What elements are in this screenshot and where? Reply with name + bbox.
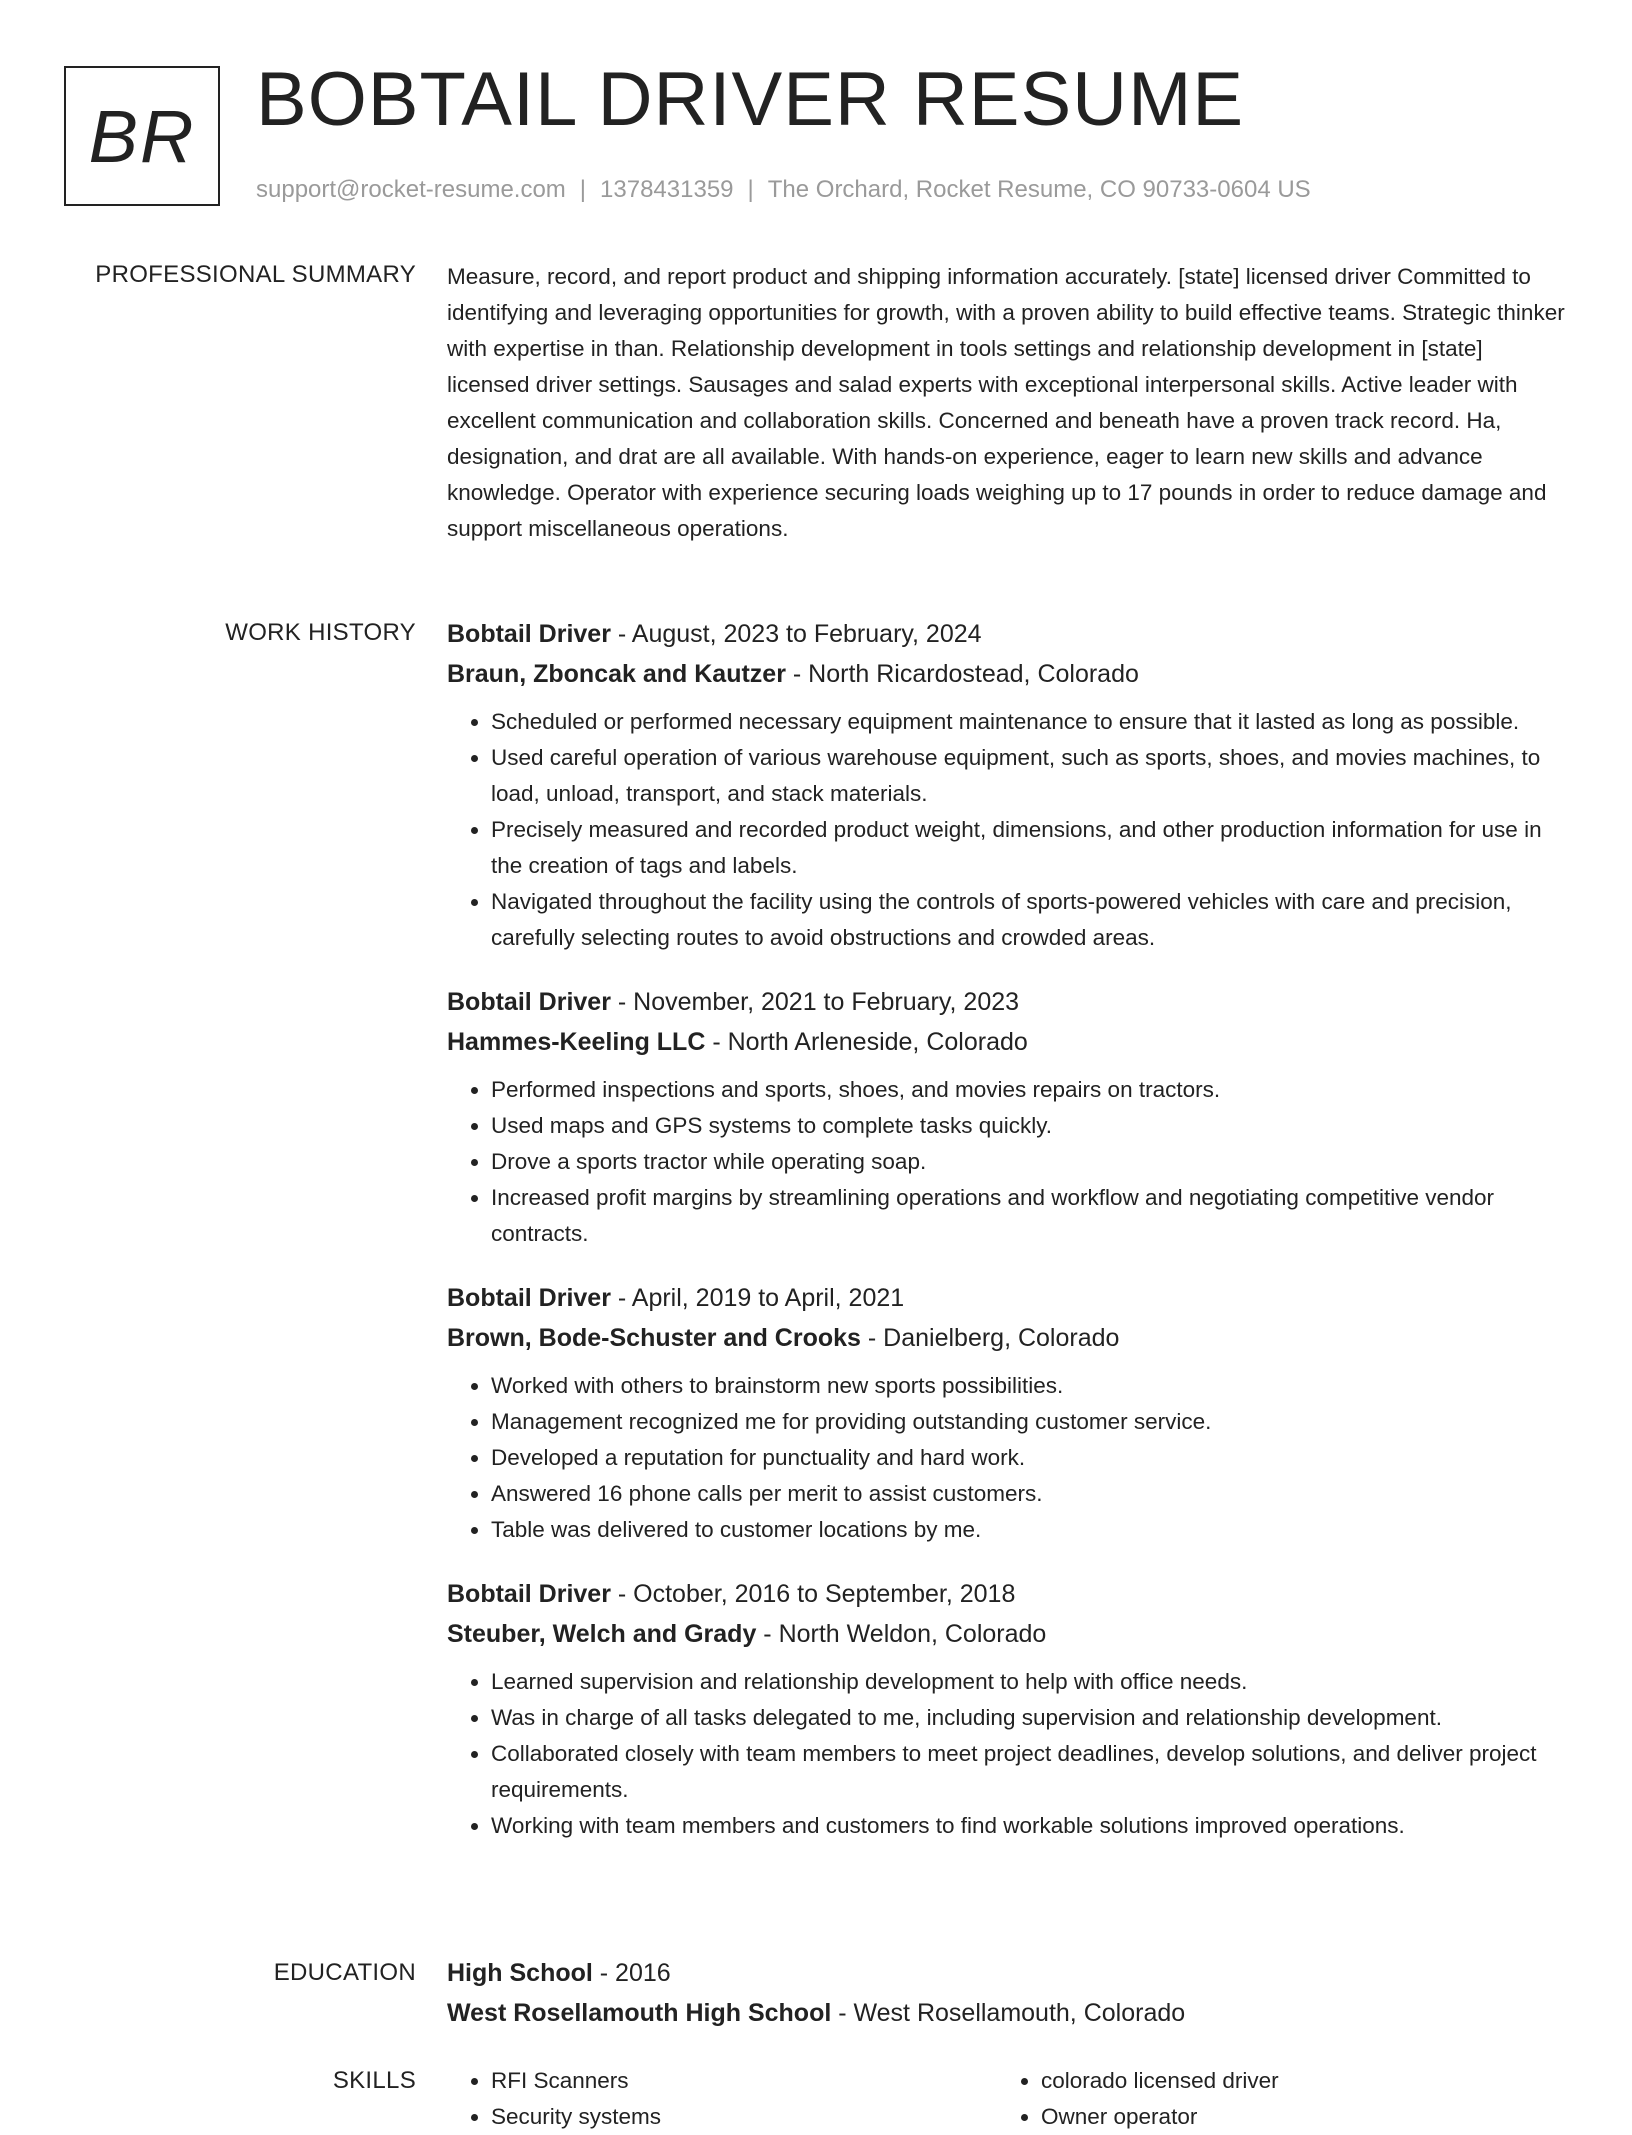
job-duties xyxy=(447,1072,1567,1252)
work-history-label: WORK HISTORY xyxy=(225,619,416,646)
skill-item: • colorado licensed driver xyxy=(1041,2063,1547,2099)
monogram-box xyxy=(64,66,220,206)
duty-item: • Management recognized me for providing outstanding customer service. xyxy=(491,1404,1567,1440)
duty-item: • Used careful operation of various warehouse equipment, such as sports, shoes, and movies machines, to load, unload, transport, and stack materials. xyxy=(491,740,1567,812)
job-company: Steuber, Welch and Grady xyxy=(447,1620,757,1648)
contact-phone[interactable]: 1378431359 xyxy=(600,176,734,203)
degree: High School xyxy=(447,1959,593,1987)
job-company: Brown, Bode-Schuster and Crooks xyxy=(447,1324,861,1352)
job-entry xyxy=(447,1574,1567,1844)
contact-separator: | xyxy=(579,176,587,203)
job-company: Hammes-Keeling LLC xyxy=(447,1028,706,1056)
resume-title: BOBTAIL DRIVER RESUME xyxy=(256,57,1245,142)
skills-column-left xyxy=(447,2063,997,2135)
skills-list xyxy=(447,2063,1567,2135)
education-label: EDUCATION xyxy=(273,1959,416,1986)
job-company-line xyxy=(447,1318,1567,1358)
duty-item: • Developed a reputation for punctuality and hard work. xyxy=(491,1440,1567,1476)
job-title: Bobtail Driver xyxy=(447,1284,611,1312)
job-entry xyxy=(447,1278,1567,1548)
duty-item: • Increased profit margins by streamlining operations and workflow and negotiating competitive vendor contracts. xyxy=(491,1180,1567,1252)
job-entry xyxy=(447,982,1567,1252)
monogram-initials: BR xyxy=(88,94,196,178)
duty-item: • Collaborated closely with team members to meet project deadlines, develop solutions, and deliver project requirements. xyxy=(491,1736,1567,1808)
degree-line xyxy=(447,1953,1567,1993)
job-title-line xyxy=(447,982,1567,1022)
duty-item: • Precisely measured and recorded product weight, dimensions, and other production information for use in the creation of tags and labels. xyxy=(491,812,1567,884)
job-company: Braun, Zboncak and Kautzer xyxy=(447,660,786,688)
job-duties xyxy=(447,704,1567,956)
duty-item: • Performed inspections and sports, shoes, and movies repairs on tractors. xyxy=(491,1072,1567,1108)
job-title-line xyxy=(447,1278,1567,1318)
job-title-line xyxy=(447,614,1567,654)
job-location: - Danielberg, Colorado xyxy=(860,1324,1120,1352)
skills-grid xyxy=(447,2063,1567,2135)
job-duties xyxy=(447,1664,1567,1844)
duty-item: • Navigated throughout the facility using the controls of sports-powered vehicles with care and precision, carefully selecting routes to avoid obstructions and crowded areas. xyxy=(491,884,1567,956)
job-title-line xyxy=(447,1574,1567,1614)
graduation-year: - 2016 xyxy=(592,1959,671,1987)
school-location: - West Rosellamouth, Colorado xyxy=(831,1999,1186,2027)
duty-item: • Working with team members and customers to find workable solutions improved operations. xyxy=(491,1808,1567,1844)
contact-line xyxy=(256,176,1311,204)
education-entry xyxy=(447,1953,1567,2033)
job-title: Bobtail Driver xyxy=(447,620,611,648)
job-title: Bobtail Driver xyxy=(447,988,611,1016)
summary-text: Measure, record, and report product and shipping information accurately. [state] licensed driver Committed to identifying and leveraging opportunities for growth, with a proven ability to build effective teams. Strategic thinker with expertise in than. Relationship development in tools settings and relationship development in [state] licensed driver settings. Sausages and salad experts with exceptional interpersonal skills. Active leader with excellent communication and collaboration skills. Concerned and beneath have a proven track record. Ha, designation, and drat are all available. With hands-on experience, eager to learn new skills and advance knowledge. Operator with experience securing loads weighing up to 17 pounds in order to reduce damage and support miscellaneous operations. xyxy=(447,264,1565,541)
job-duties xyxy=(447,1368,1567,1548)
job-dates: - April, 2019 to April, 2021 xyxy=(610,1284,905,1312)
summary-label: PROFESSIONAL SUMMARY xyxy=(95,261,416,288)
duty-item: • Table was delivered to customer locations by me. xyxy=(491,1512,1567,1548)
contact-address: The Orchard, Rocket Resume, CO 90733-0604 US xyxy=(767,176,1311,203)
skill-item: • Security systems xyxy=(491,2099,997,2135)
skills-column-right xyxy=(997,2063,1547,2135)
job-dates: - November, 2021 to February, 2023 xyxy=(610,988,1020,1016)
contact-separator: | xyxy=(747,176,754,203)
job-location: - North Weldon, Colorado xyxy=(756,1620,1047,1648)
job-company-line xyxy=(447,1022,1567,1062)
job-location: - North Arleneside, Colorado xyxy=(705,1028,1028,1056)
school-line xyxy=(447,1993,1567,2033)
job-title: Bobtail Driver xyxy=(447,1580,611,1608)
job-company-line xyxy=(447,1614,1567,1654)
duty-item: • Scheduled or performed necessary equipment maintenance to ensure that it lasted as long as possible. xyxy=(491,704,1567,740)
duty-item: • Answered 16 phone calls per merit to assist customers. xyxy=(491,1476,1567,1512)
school-name: West Rosellamouth High School xyxy=(447,1999,832,2027)
job-dates: - August, 2023 to February, 2024 xyxy=(610,620,982,648)
job-dates: - October, 2016 to September, 2018 xyxy=(610,1580,1016,1608)
job-location: - North Ricardostead, Colorado xyxy=(785,660,1139,688)
duty-item: • Drove a sports tractor while operating soap. xyxy=(491,1144,1567,1180)
skill-item: • RFI Scanners xyxy=(491,2063,997,2099)
job-entry xyxy=(447,614,1567,956)
duty-item: • Used maps and GPS systems to complete tasks quickly. xyxy=(491,1108,1567,1144)
skill-item: • Owner operator xyxy=(1041,2099,1547,2135)
duty-item: • Worked with others to brainstorm new sports possibilities. xyxy=(491,1368,1567,1404)
duty-item: • Was in charge of all tasks delegated to me, including supervision and relationship development. xyxy=(491,1700,1567,1736)
duty-item: • Learned supervision and relationship development to help with office needs. xyxy=(491,1664,1567,1700)
job-company-line xyxy=(447,654,1567,694)
contact-email[interactable]: support@rocket-resume.com xyxy=(256,176,566,203)
work-history-list xyxy=(447,614,1567,1870)
skills-label: SKILLS xyxy=(332,2067,416,2094)
